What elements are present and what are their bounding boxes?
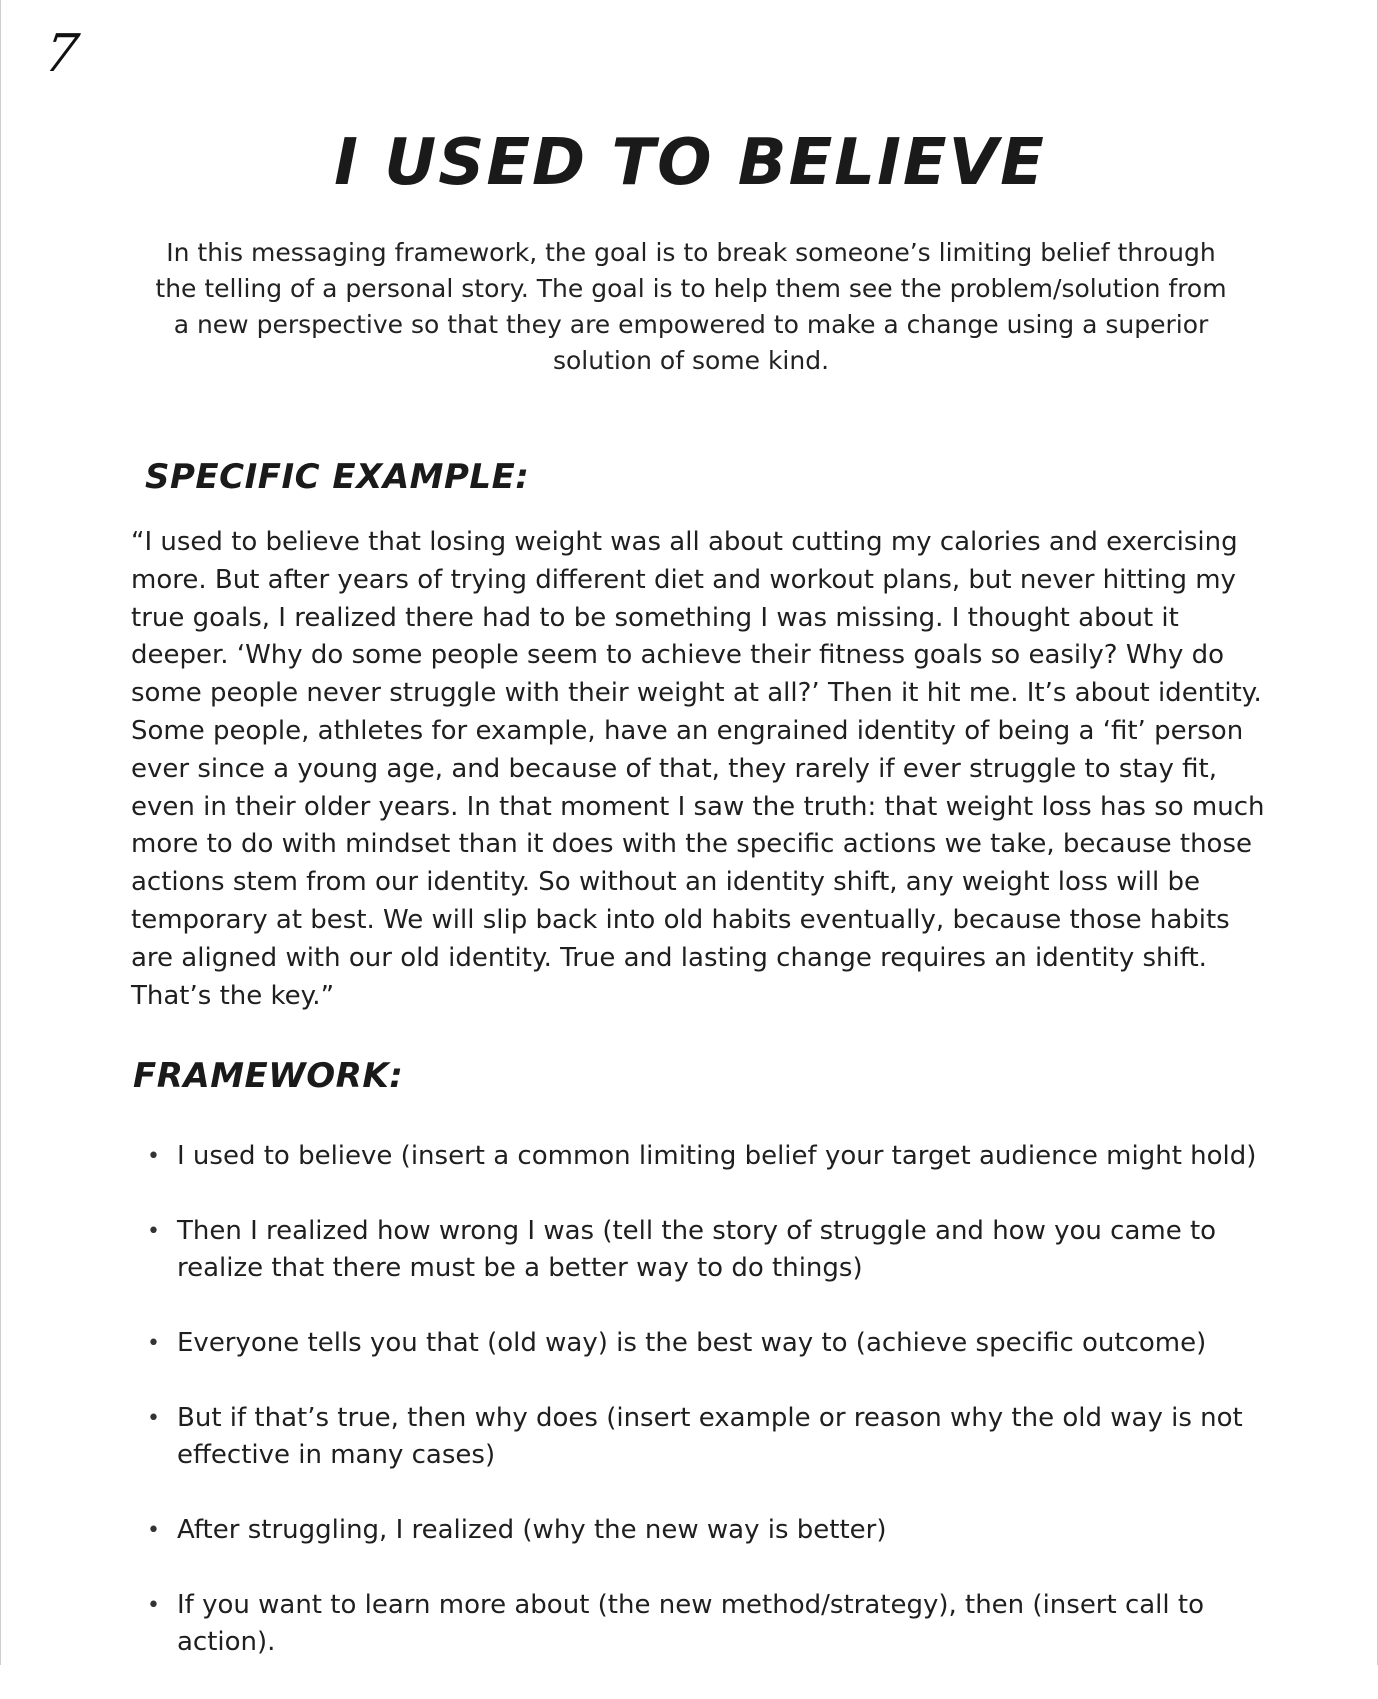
page-number: 7 — [40, 24, 83, 84]
framework-list — [147, 1138, 1277, 1699]
framework-item — [147, 1325, 1277, 1362]
bullet-icon: • — [147, 1406, 160, 1431]
framework-item-text: Everyone tells you that (old way) is the best way to (achieve specific outcome) — [177, 1328, 1207, 1358]
bullet-icon: • — [147, 1331, 160, 1356]
page-title: I USED TO BELIEVE — [334, 126, 1046, 200]
bullet-icon: • — [147, 1144, 160, 1169]
example-paragraph: “I used to believe that losing weight was all about cutting my calories and exercising more. But after years of trying different diet and workout plans, but never hitting my true goals, I realized there had to be something I was missing. I thought about it deeper. ‘Why do some people seem to achieve their fitness goals so easily? Why do some people never struggle with their weight at all?’ Then it hit me. It’s about identity. Some people, athletes for example, have an engrained identity of being a ‘fit’ person ever since a young age, and because of that, they rarely if ever struggle to stay fit, even in their older years. In that moment I saw the truth: that weight loss has so much more to do with mindset than it does with the specific actions we take, because those actions stem from our identity. So without an identity shift, any weight loss will be temporary at best. We will slip back into old habits eventually, because those habits are aligned with our old identity. True and lasting change requires an identity shift. That’s the key.” — [131, 527, 1265, 1011]
framework-item-text: After struggling, I realized (why the new way is better) — [177, 1515, 887, 1545]
specific-example-heading: SPECIFIC EXAMPLE: — [145, 457, 530, 497]
framework-item — [147, 1512, 1277, 1549]
intro-paragraph: In this messaging framework, the goal is to break someone’s limiting belief through the telling of a personal story. The goal is to help them see the problem/solution from a new perspective so that they are empowered to make a change using a superior solution of some kind. — [155, 238, 1227, 375]
framework-heading: FRAMEWORK: — [133, 1056, 404, 1096]
framework-item — [147, 1400, 1277, 1474]
framework-item — [147, 1213, 1277, 1287]
framework-item-text: But if that’s true, then why does (insert example or reason why the old way is not effective in many cases) — [177, 1403, 1243, 1470]
bullet-icon: • — [147, 1593, 160, 1618]
framework-item-text: If you want to learn more about (the new method/strategy), then (insert call to action). — [177, 1590, 1204, 1657]
bullet-icon: • — [147, 1219, 160, 1244]
framework-item — [147, 1138, 1277, 1175]
framework-item-text: I used to believe (insert a common limiting belief your target audience might hold) — [177, 1141, 1257, 1171]
framework-item-text: Then I realized how wrong I was (tell the story of struggle and how you came to realize that there must be a better way to do things) — [177, 1216, 1217, 1283]
bullet-icon: • — [147, 1518, 160, 1543]
framework-item — [147, 1587, 1277, 1661]
